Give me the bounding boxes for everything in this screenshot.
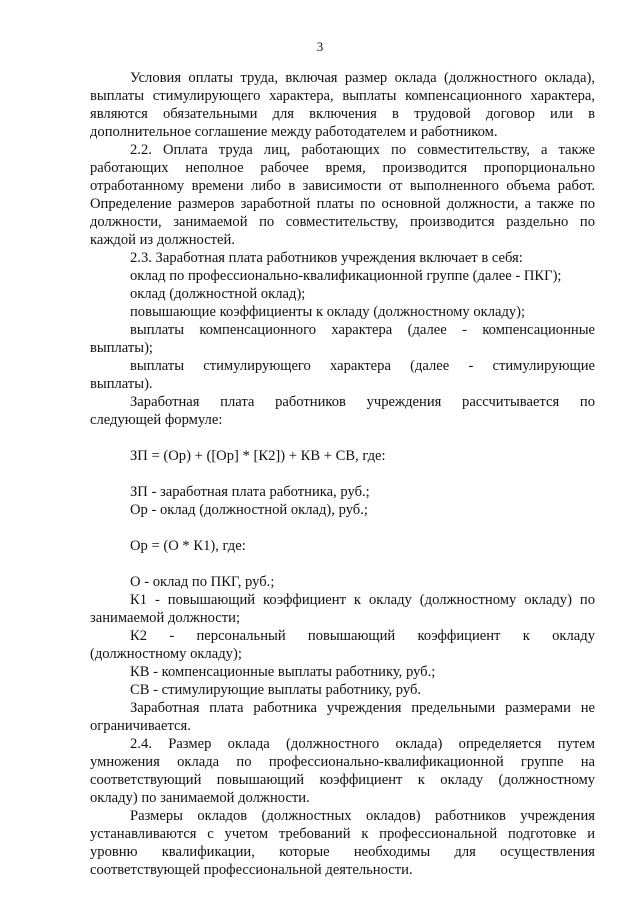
text-line: выплаты стимулирующего характера, выплаты компенсационного характера,: [90, 88, 595, 104]
formula-main: ЗП = (Ор) + ([Ор] * [К2]) + КВ + СВ, где:: [130, 448, 386, 464]
text-line: занимаемой должности;: [90, 610, 241, 626]
text-line: КВ - компенсационные выплаты работнику, руб.;: [130, 664, 436, 680]
text-line: К1 - повышающий коэффициент к окладу (должностному окладу) по: [130, 592, 595, 608]
text-line: (должностному окладу);: [90, 646, 242, 662]
formula-base-salary: Ор = (О * К1), где:: [130, 538, 246, 554]
text-line: соответствующей профессиональной деятельности.: [90, 862, 413, 878]
text-line: ЗП - заработная плата работника, руб.;: [130, 484, 370, 500]
text-line: Заработная плата работника учреждения предельными размерами не: [130, 700, 595, 716]
text-line: Условия оплаты труда, включая размер оклада (должностного оклада),: [130, 70, 595, 86]
text-line: являются обязательными для включения в трудовой договор или в: [90, 106, 595, 122]
text-line: Размеры окладов (должностных окладов) работников учреждения: [130, 808, 595, 824]
text-line: К2 - персональный повышающий коэффициент к окладу: [130, 628, 595, 644]
text-line: выплаты).: [90, 376, 153, 392]
text-line: соответствующий повышающий коэффициент к окладу (должностному: [90, 772, 595, 788]
text-line: выплаты);: [90, 340, 153, 356]
text-line: отработанному времени либо в зависимости от выполненного объема работ.: [90, 178, 595, 194]
text-line: оклад по профессионально-квалификационной группе (далее - ПКГ);: [130, 268, 562, 284]
text-line: Ор - оклад (должностной оклад), руб.;: [130, 502, 368, 518]
text-line: умножения оклада по профессионально-квалификационной группе на: [90, 754, 595, 770]
text-line: выплаты стимулирующего характера (далее - стимулирующие: [130, 358, 595, 374]
text-line: повышающие коэффициенты к окладу (должностному окладу);: [130, 304, 526, 320]
text-line: 2.4. Размер оклада (должностного оклада) определяется путем: [130, 736, 595, 752]
page-number: 3: [316, 39, 324, 54]
text-line: 2.3. Заработная плата работников учреждения включает в себя:: [130, 250, 523, 266]
text-line: Определение размеров заработной платы по основной должности, а также по: [90, 196, 595, 212]
text-line: окладу) по занимаемой должности.: [90, 790, 310, 806]
text-line: дополнительное соглашение между работодателем и работником.: [90, 124, 498, 140]
text-line: уровню квалификации, которые необходимы для осуществления: [90, 844, 595, 860]
text-line: 2.2. Оплата труда лиц, работающих по совместительству, а также: [130, 142, 595, 158]
text-line: Заработная плата работников учреждения рассчитывается по: [130, 394, 595, 410]
text-line: выплаты компенсационного характера (далее - компенсационные: [130, 322, 595, 338]
text-line: оклад (должностной оклад);: [130, 286, 306, 302]
text-line: О - оклад по ПКГ, руб.;: [130, 574, 275, 590]
text-line: каждой из должностей.: [90, 232, 235, 248]
text-line: СВ - стимулирующие выплаты работнику, руб.: [130, 682, 422, 698]
text-line: следующей формуле:: [90, 412, 223, 428]
text-line: должности, занимаемой по совместительству, производится раздельно по: [90, 214, 595, 230]
text-line: работающих неполное рабочее время, производится пропорционально: [90, 160, 595, 176]
text-line: ограничивается.: [90, 718, 191, 734]
text-line: устанавливаются с учетом требований к профессиональной подготовке и: [90, 826, 595, 842]
